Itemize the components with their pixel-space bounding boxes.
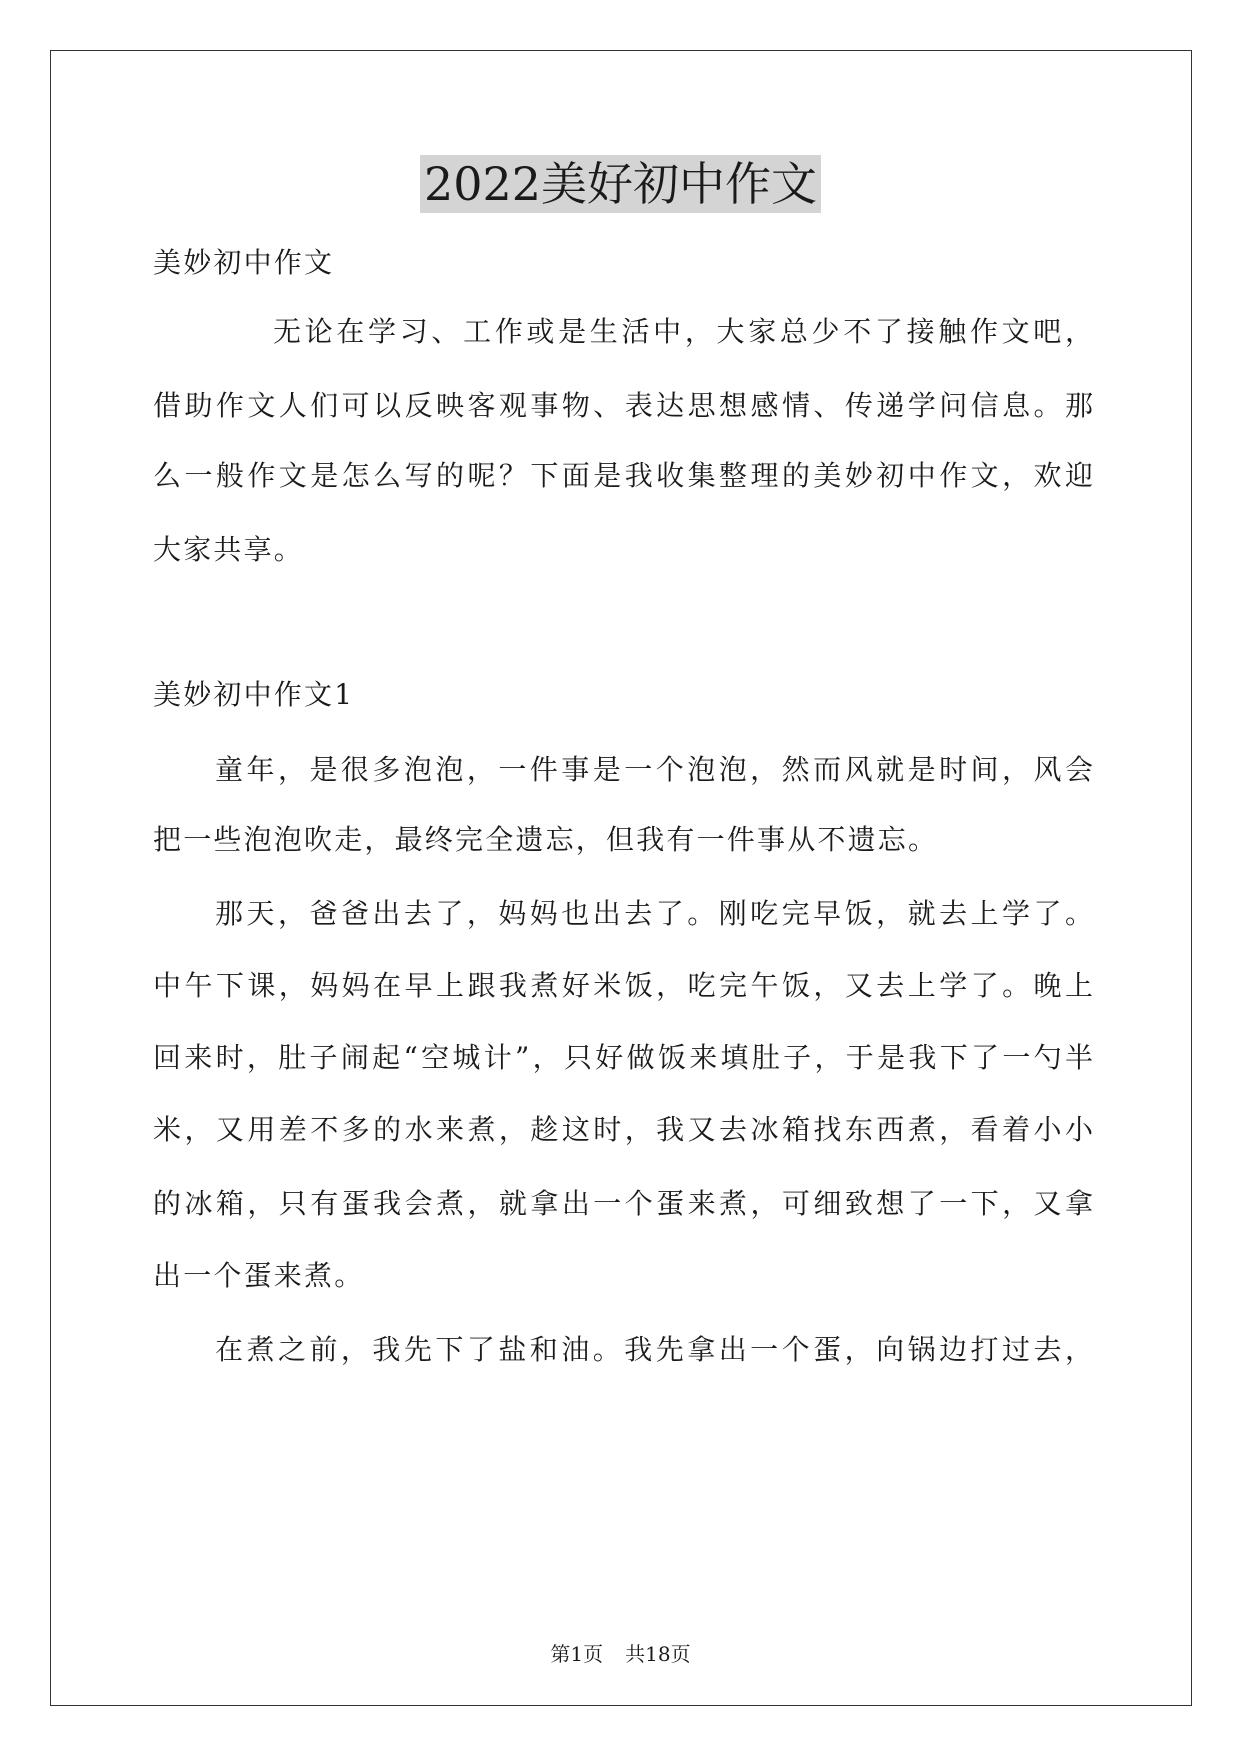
- para2-line-3: 回来时，肚子闹起“空城计”，只好做饭来填肚子，于是我下了一勺半: [153, 1041, 1093, 1074]
- intro-line-2: 借助作文人们可以反映客观事物、表达思想感情、传递学问信息。那: [153, 389, 1093, 422]
- para3-line-1: 在煮之前，我先下了盐和油。我先拿出一个蛋，向锅边打过去，: [215, 1333, 1093, 1366]
- intro-line-1: 无论在学习、工作或是生活中，大家总少不了接触作文吧，: [273, 315, 1093, 348]
- para2-line-1: 那天，爸爸出去了，妈妈也出去了。刚吃完早饭，就去上学了。: [215, 897, 1093, 930]
- intro-line-4: 大家共享。: [153, 533, 305, 566]
- page-footer: [0, 1640, 1241, 1668]
- para1-line-2: 把一些泡泡吹走，最终完全遗忘，但我有一件事从不遗忘。: [153, 823, 939, 856]
- intro-line-3: 么一般作文是怎么写的呢？下面是我收集整理的美妙初中作文，欢迎: [153, 459, 1093, 492]
- para2-line-2: 中午下课，妈妈在早上跟我煮好米饭，吃完午饭，又去上学了。晚上: [153, 969, 1093, 1002]
- section-heading: 美妙初中作文: [153, 246, 335, 279]
- para2-line-5: 的冰箱，只有蛋我会煮，就拿出一个蛋来煮，可细致想了一下，又拿: [153, 1187, 1093, 1220]
- para1-line-1: 童年，是很多泡泡，一件事是一个泡泡，然而风就是时间，风会: [215, 753, 1093, 786]
- document-title-text: 2022美好初中作文: [420, 155, 821, 213]
- para2-line-6: 出一个蛋来煮。: [153, 1259, 365, 1292]
- page-total: 共18页: [625, 1642, 691, 1666]
- page-border: [50, 50, 1192, 1706]
- section-heading-1: 美妙初中作文1: [153, 678, 355, 711]
- document-title: [0, 152, 1241, 216]
- page-number: 第1页: [550, 1642, 604, 1666]
- para2-line-4: 米，又用差不多的水来煮，趁这时，我又去冰箱找东西煮，看着小小: [153, 1113, 1093, 1146]
